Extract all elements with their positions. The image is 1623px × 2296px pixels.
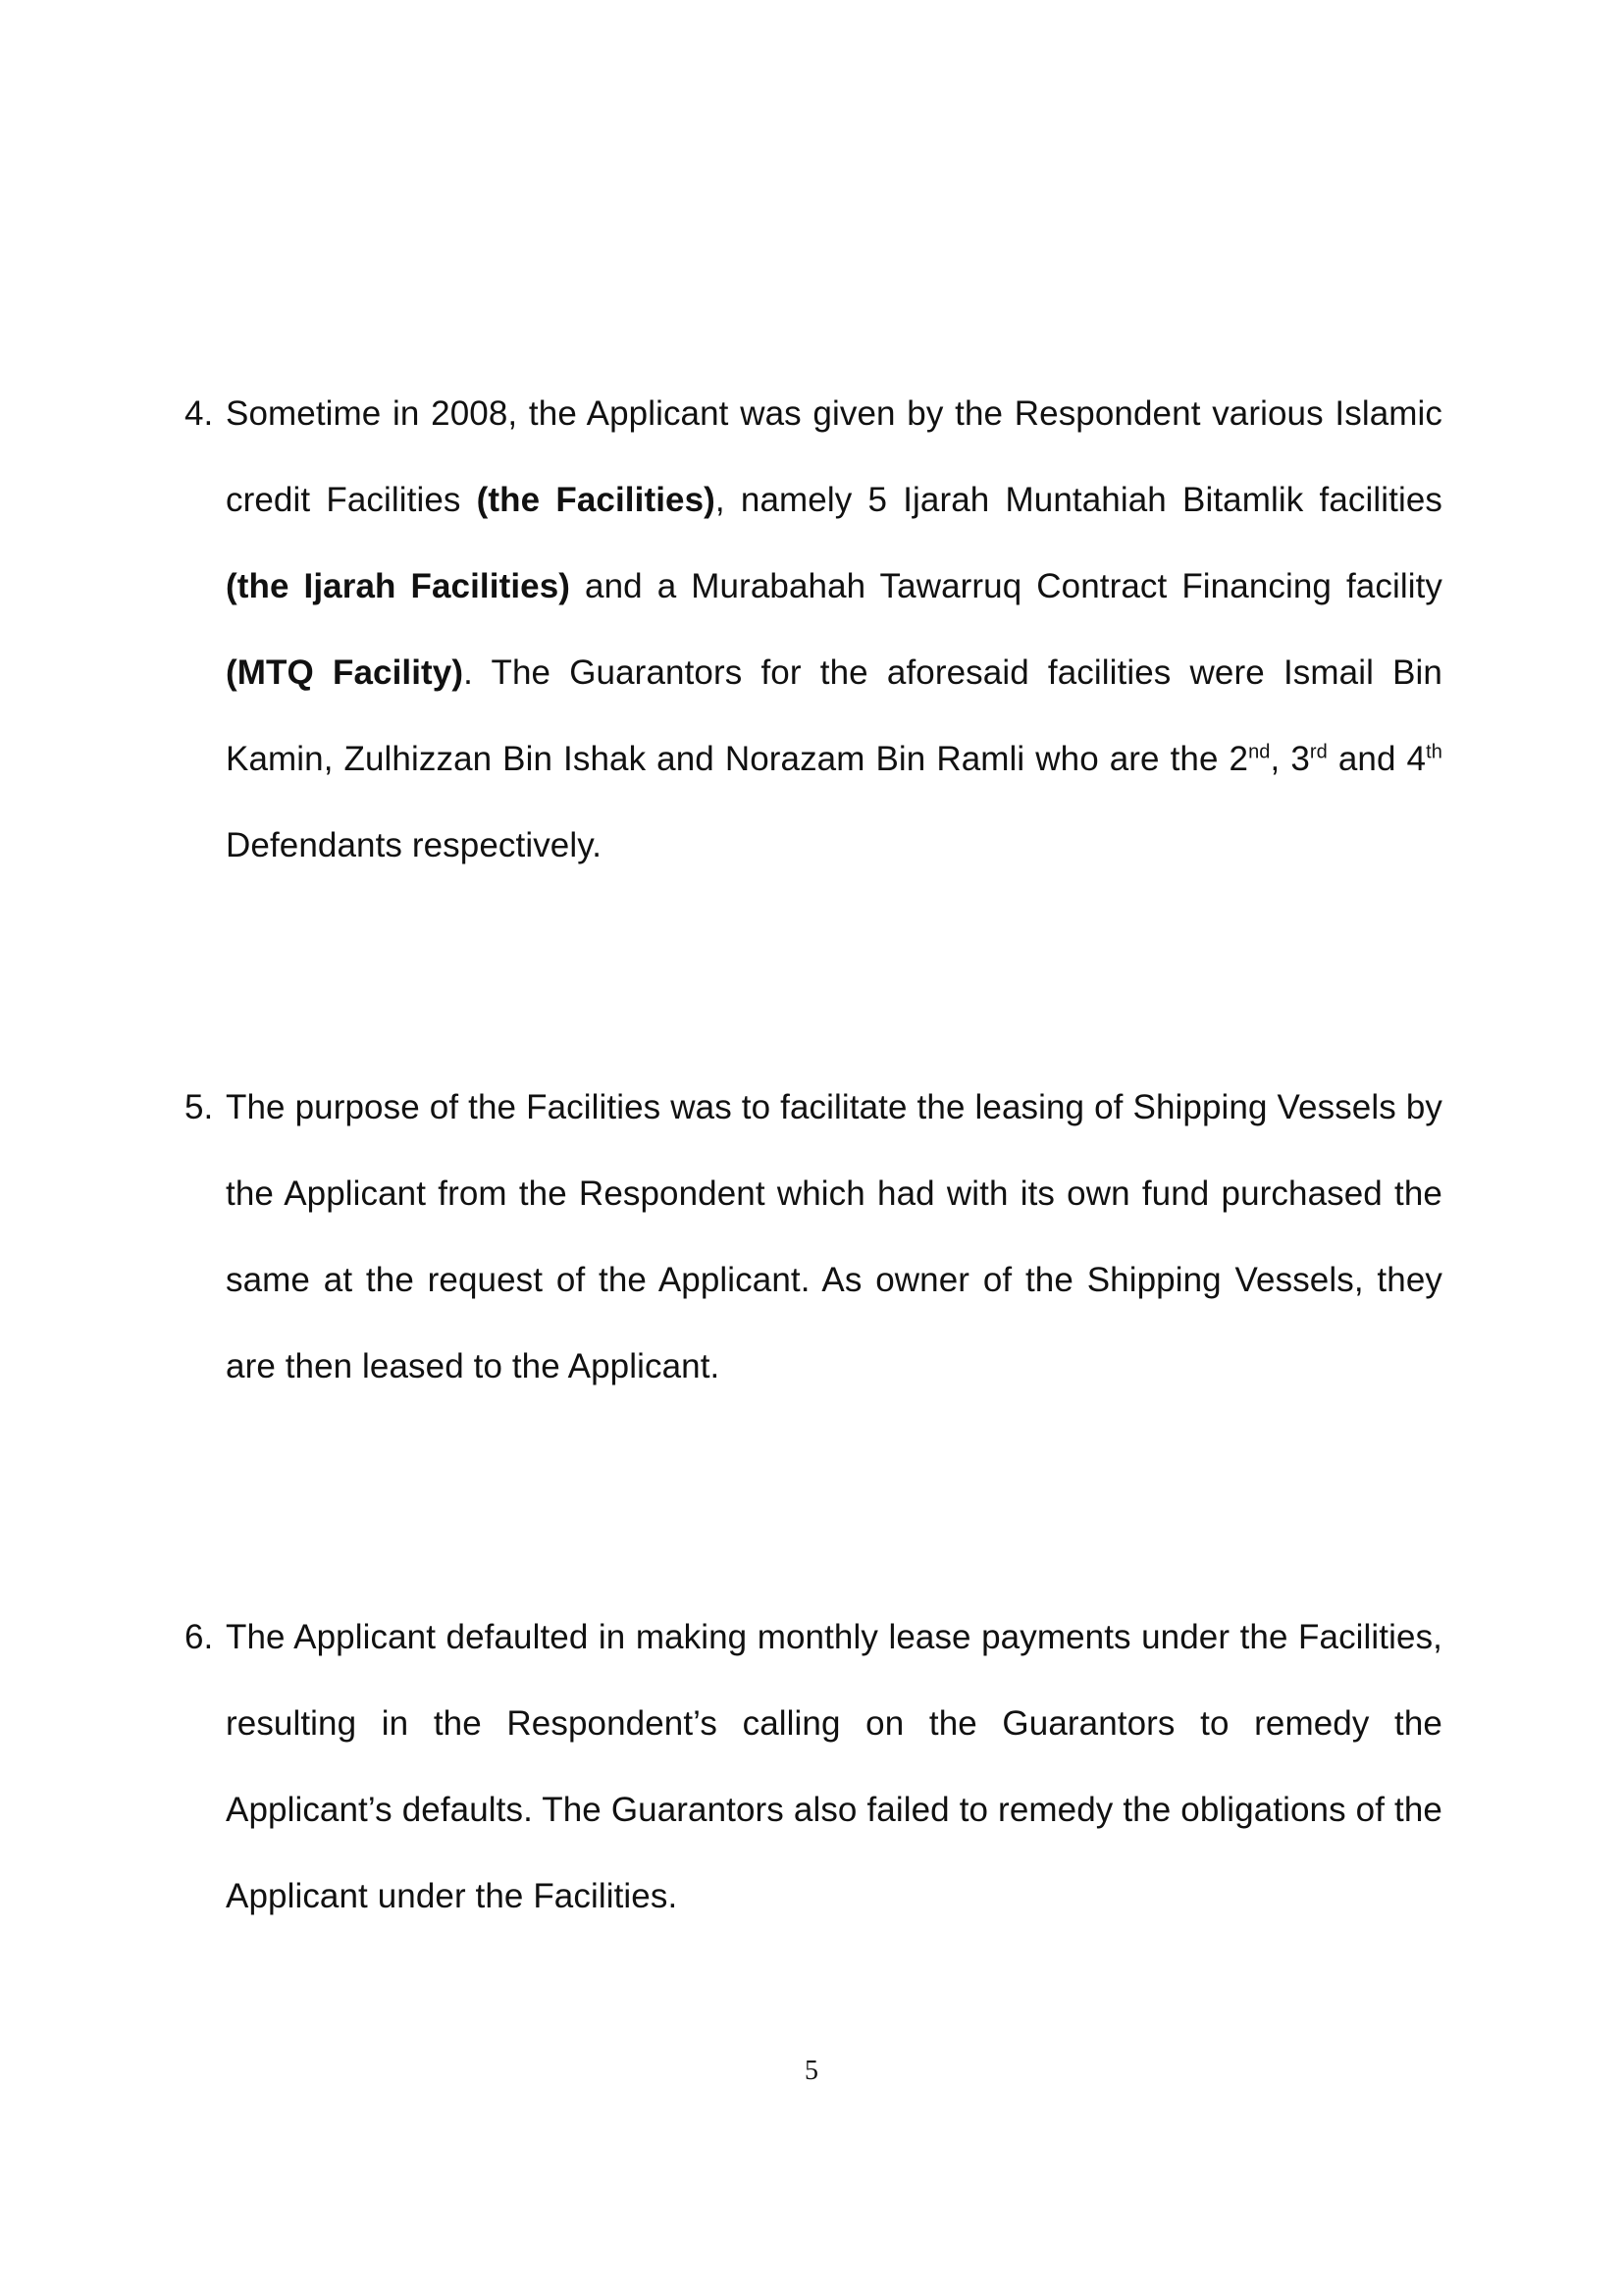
defined-term-ijarah-facilities: (the Ijarah Facilities) <box>226 567 571 605</box>
paragraph-number: 4. <box>184 394 214 433</box>
paragraph-segment: Sometime in 2008, the Applicant was given by the Respondent various Islamic credit Facilities <box>226 394 1442 519</box>
paragraph-text <box>226 1594 1442 1940</box>
defined-term-mtq-facility: (MTQ Facility) <box>226 653 464 692</box>
paragraph-segment: . The Guarantors for the aforesaid facilities were Ismail Bin Kamin, Zulhizzan Bin Ishak and Norazam Bin Ramli who are the 2 <box>226 653 1442 778</box>
paragraph-segment: and a Murabahah Tawarruq Contract Financing facility <box>570 567 1443 605</box>
paragraph-segment: and 4 <box>1327 740 1427 778</box>
ordinal-suffix: th <box>1426 741 1442 763</box>
paragraph-number: 6. <box>184 1618 214 1656</box>
page-number: 5 <box>805 2056 818 2086</box>
ordinal-suffix: nd <box>1248 741 1271 763</box>
paragraph-segment: , namely 5 Ijarah Muntahiah Bitamlik facilities <box>714 481 1442 519</box>
paragraph-segment: Defendants respectively. <box>226 826 602 864</box>
paragraph-segment: The purpose of the Facilities was to facilitate the leasing of Shipping Vessels by the Applicant from the Respondent which had with its own fund purchased the same at the request of the Applicant. As owner of the Shipping Vessels, they are then leased to the Applicant. <box>226 1088 1442 1385</box>
paragraph-4 <box>184 371 1443 889</box>
paragraph-6 <box>184 1594 1442 1940</box>
paragraph-5 <box>184 1065 1442 1410</box>
paragraph-segment: , 3 <box>1270 740 1310 778</box>
paragraph-segment: The Applicant defaulted in making monthly lease payments under the Facilities, resulting in the Respondent’s calling on the Guarantors to remedy the Applicant’s defaults. The Guarantors also failed to remedy the obligations of the Applicant under the Facilities. <box>226 1618 1442 1915</box>
defined-term-facilities: (the Facilities) <box>476 481 715 519</box>
paragraph-text <box>226 1065 1442 1410</box>
ordinal-suffix: rd <box>1309 741 1328 763</box>
paragraph-number: 5. <box>184 1088 214 1126</box>
paragraph-text <box>226 371 1442 889</box>
